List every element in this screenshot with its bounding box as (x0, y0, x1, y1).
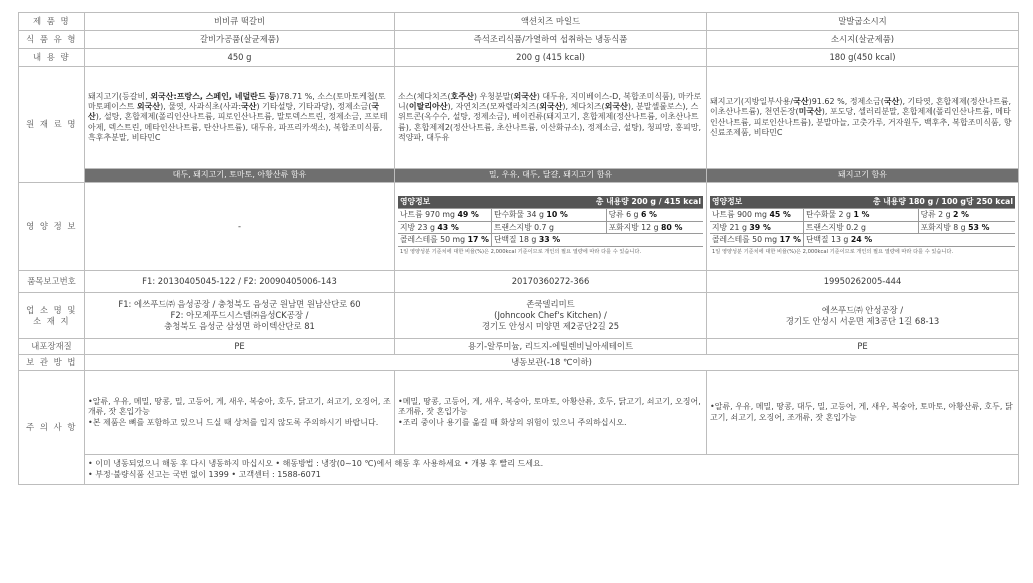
allergen-banner-3: 돼지고기 함유 (707, 169, 1019, 183)
footer-note-2: • 부정·불량식품 신고는 국번 없이 1399 • 고객센터 : 1588-6071 (88, 469, 321, 479)
nutrient-amount: 콜레스테롤 50 mg (400, 235, 468, 245)
product-name-3: 말발굽소시지 (707, 13, 1019, 31)
nutrition-header-label: 영양정보 (398, 196, 491, 208)
origin-text: 외국산 (604, 101, 628, 111)
nutrient-amount: 지방 21 g (712, 222, 750, 232)
volume-3: 180 g(450 kcal) (707, 49, 1019, 67)
nutrition-panel-3 (707, 183, 1019, 271)
row-company (19, 293, 1019, 339)
ingredient-text: ) 우청분말( (473, 91, 514, 101)
row-product-name (19, 13, 1019, 31)
row-report-number (19, 271, 1019, 293)
nutrient-amount: 나트륨 970 mg (400, 210, 458, 220)
origin-text: 국산 (793, 96, 809, 106)
packaging-3: PE (707, 339, 1019, 355)
nutrition-row (710, 221, 1015, 234)
row-caution (19, 371, 1019, 455)
nutrient-amount: 지방 23 g (400, 222, 438, 232)
origin-text: 국산 (883, 96, 900, 106)
report-number-1: F1: 20130405045-122 / F2: 20090405006-143 (85, 271, 395, 293)
nutrient-percent: 6 % (640, 210, 657, 220)
nutrient-cell (918, 209, 1015, 222)
food-type-3: 소시지(살균제품) (707, 31, 1019, 49)
nutrient-cell (398, 221, 491, 234)
nutrient-amount: 탄수화물 34 g (493, 210, 547, 220)
nutrition-header-total (491, 196, 703, 208)
caution-2: •메밀, 땅콩, 고등어, 게, 새우, 복숭아, 토마토, 아황산류, 호두, 닭고기, 쇠고기, 오징어, 조개류, 잣 혼입가능 •조리 중이나 용기를 옮길 때 화상의 위험이 있으니 주의하십시오. (395, 371, 707, 455)
nutrient-amount: 트랜스지방 0.7 g (493, 222, 554, 232)
nutrition-row (398, 209, 703, 222)
nutrient-cell (710, 221, 803, 234)
nutrition-table (398, 196, 703, 256)
company-2: 존쿡델리미트 (Johncook Chef's Kitchen) / 경기도 안성시 미양면 제2공단2길 25 (395, 293, 707, 339)
nutrition-table (710, 196, 1015, 256)
origin-text: 외국산 (539, 101, 563, 111)
nutrition-panel-2 (395, 183, 707, 271)
food-type-1: 갈비가공품(살균제품) (85, 31, 395, 49)
label-packaging: 내포장재질 (19, 339, 85, 355)
nutrition-total-weight: 총 내용량 180 g / 100 g당 (873, 197, 977, 207)
nutrient-percent: 24 % (850, 235, 873, 245)
nutrient-cell (491, 221, 606, 234)
ingredients-1 (85, 67, 395, 169)
nutrient-percent: 49 % (457, 210, 479, 220)
report-number-3: 19950262005-444 (707, 271, 1019, 293)
packaging-2: 용기-알루미늄, 리드지-에틸렌비닐아세테이트 (395, 339, 707, 355)
nutrient-percent: 33 % (538, 235, 561, 245)
ingredient-text: ), 물엿, 사과식초(사과: (160, 101, 242, 111)
volume-1: 450 g (85, 49, 395, 67)
nutrient-percent: 17 % (779, 235, 801, 245)
row-ingredients (19, 67, 1019, 169)
company-1: F1: 에쓰푸드㈜ 음성공장 / 충청북도 음성군 원남면 원남산단로 60 F2: 아모제푸드시스템㈜음성CK공장 / 충청북도 음성군 삼성면 하이텍산단로 81 (85, 293, 395, 339)
ingredient-text: 소스(체다치즈( (398, 91, 451, 101)
origin-text: 국산 (241, 101, 257, 111)
ingredient-text: ), 분말셀룰로스), 스위트콘(옥수수, 설탕, 정제소금), 베이컨류(돼지고기, 혼합제제(정산나트륨, 이초산나트륨), 혼합제제2(정산나트륨, 초산나트륨, 이산화규소), 정제소금, 설탕), 청피망, 홍피망, 적양파, 대두유 (398, 101, 702, 143)
row-footer-notes (19, 455, 1019, 485)
nutrition-row (398, 221, 703, 234)
nutrition-total-weight: 총 내용량 200 g / (595, 197, 665, 207)
label-company: 업 소 명 및 소 재 지 (19, 293, 85, 339)
nutrition-total-kcal: 250 kcal (976, 197, 1013, 207)
nutrition-row (710, 234, 1015, 247)
nutrient-percent: 80 % (661, 222, 683, 232)
ingredient-text: ) 기타설탕, 기타과당), 정제소금( (256, 101, 372, 111)
ingredient-text: ) 대두유, 지미베이스-D, 복합조미식품), 마카로니( (398, 91, 702, 111)
row-nutrition (19, 183, 1019, 271)
nutrient-cell (491, 234, 703, 247)
report-number-2: 20170360272-366 (395, 271, 707, 293)
label-report: 품목보고번호 (19, 271, 85, 293)
ingredient-text: ), 자연치즈(모짜렐라치즈( (447, 101, 540, 111)
nutrient-amount: 당류 6 g (608, 210, 641, 220)
food-type-2: 즉석조리식품/가열하여 섭취하는 냉동식품 (395, 31, 707, 49)
nutrient-cell (398, 209, 491, 222)
nutrient-amount: 단백질 13 g (805, 235, 851, 245)
nutrient-cell (918, 221, 1015, 234)
nutrient-percent: 10 % (546, 210, 568, 220)
nutrient-amount: 트랜스지방 0.2 g (805, 222, 866, 232)
nutrient-cell (398, 234, 491, 247)
nutrition-footnote: 1일 영양성분 기준치에 대한 비율(%)은 2,000kcal 기준이므로 개인의 필요 열량에 따라 다를 수 있습니다. (400, 249, 642, 256)
nutrient-percent: 17 % (467, 235, 489, 245)
nutrition-header-label: 영양정보 (710, 196, 803, 208)
nutrient-amount: 나트륨 900 mg (712, 210, 770, 220)
nutrient-percent: 39 % (749, 222, 771, 232)
row-volume (19, 49, 1019, 67)
row-allergens (19, 169, 1019, 183)
origin-text: 미국산 (798, 107, 822, 117)
nutrition-row (710, 209, 1015, 222)
caution-3: •알류, 우유, 메밀, 땅콩, 대두, 밀, 고등어, 게, 새우, 복숭아, 토마토, 아황산류, 호두, 닭고기, 쇠고기, 오징어, 조개류, 잣 혼입가능 (707, 371, 1019, 455)
label-ingredients: 원 재 료 명 (19, 67, 85, 183)
ingredient-text: ), 체다치즈( (562, 101, 605, 111)
footer-notes (85, 455, 1019, 485)
label-storage: 보 관 방 법 (19, 355, 85, 371)
packaging-1: PE (85, 339, 395, 355)
ingredient-text: )78.71 %, 소스(토마토케첩(토마토페이스트 (88, 91, 386, 111)
nutrient-amount: 포화지방 12 g (608, 222, 661, 232)
nutrient-cell (491, 209, 606, 222)
nutrition-header-total (803, 196, 1015, 208)
label-caution: 주 의 사 항 (19, 371, 85, 485)
nutrient-percent: 45 % (769, 210, 791, 220)
ingredient-text: 돼지고기(지방일부사용/ (710, 96, 794, 106)
nutrition-dash-1: - (85, 183, 395, 271)
nutrient-amount: 단백질 18 g (493, 235, 539, 245)
nutrient-cell (710, 209, 803, 222)
product-info-table (18, 12, 1019, 485)
label-volume: 내 용 량 (19, 49, 85, 67)
nutrient-cell (710, 234, 803, 247)
origin-text: 외국산 (513, 91, 537, 101)
row-packaging (19, 339, 1019, 355)
nutrition-total-kcal: 415 kcal (664, 197, 701, 207)
nutrition-footnote: 1일 영양성분 기준치에 대한 비율(%)은 2,000kcal 기준이므로 개인의 필요 열량에 따라 다를 수 있습니다. (712, 249, 954, 256)
origin-text: 국산 (88, 101, 380, 122)
ingredient-text: ), 기타엿, 혼합제제(정산나트륨, 이초산나트륨), 천연돈장( (710, 96, 1012, 117)
ingredient-text: ), 포도당, 셀러리분말, 혼합제제(폴리인산나트륨, 메타인산나트륨, 피로인산나트륨), 분말마늘, 고춧가루, 거자원두, 백후추, 복합조미식품, 향신료조제품, 비타민C (710, 107, 1012, 137)
nutrient-amount: 콜레스테롤 50 mg (712, 235, 780, 245)
allergen-banner-2: 밀, 우유, 대두, 달걀, 돼지고기 함유 (395, 169, 707, 183)
caution-1: •알류, 우유, 메밀, 땅콩, 밀, 고등어, 게, 새우, 복숭아, 호두, 닭고기, 쇠고기, 오징어, 조개류, 잣 혼입가능 •본 제품은 뼈를 포함하고 있으니 드실 때 상처를 입지 않도록 주의하시기 바랍니다. (85, 371, 395, 455)
label-type: 식 품 유 형 (19, 31, 85, 49)
nutrient-amount: 포화지방 8 g (920, 222, 969, 232)
company-3: 에쓰푸드㈜ 안성공장 / 경기도 안성시 서운면 제3공단 1길 68-13 (707, 293, 1019, 339)
nutrient-amount: 당류 2 g (920, 210, 954, 220)
volume-2: 200 g (415 kcal) (395, 49, 707, 67)
nutrient-cell (803, 221, 918, 234)
nutrient-percent: 53 % (968, 222, 990, 232)
origin-text: 호주산 (450, 91, 474, 101)
origin-text: 외국산:프랑스, 스페인, 네덜란드 등 (150, 91, 277, 101)
label-product: 제 품 명 (19, 13, 85, 31)
origin-text: 이탈리아산 (408, 101, 448, 111)
nutrient-cell (803, 209, 918, 222)
ingredient-text: )91.62 %, 정제소금( (808, 96, 884, 106)
nutrient-percent: 2 % (953, 210, 969, 220)
nutrient-cell (803, 234, 1015, 247)
row-storage (19, 355, 1019, 371)
label-nutrition: 영 양 정 보 (19, 183, 85, 271)
ingredients-3 (707, 67, 1019, 169)
footer-note-1: • 이미 냉동되었으니 해동 후 다시 냉동하지 마십시오 • 해동방법 : 냉장(0~10 ℃)에서 해동 후 사용하세요 • 개봉 후 빨리 드세요. (88, 459, 544, 469)
storage-method: 냉동보관(-18 ℃이하) (85, 355, 1019, 371)
nutrition-row (398, 234, 703, 247)
product-name-1: 비비큐 떡갈비 (85, 13, 395, 31)
nutrient-amount: 탄수화물 2 g (805, 210, 854, 220)
ingredients-2 (395, 67, 707, 169)
nutrient-cell (606, 209, 703, 222)
row-food-type (19, 31, 1019, 49)
origin-text: 외국산 (136, 101, 161, 111)
nutrient-cell (606, 221, 703, 234)
ingredient-text: ), 설탕, 혼합제제(폴리인산나트륨, 피로인산나트륨, 말토덱스트린, 정제소금, 프로테아제, 덱스트린, 메타인산나트륨, 탄산나트륨), 대두유, 파프리카색소), 복합조미식품, 흑후추분말, 비타민C (88, 112, 388, 143)
allergen-banner-1: 대두, 돼지고기, 토마토, 아황산류 함유 (85, 169, 395, 183)
nutrient-percent: 1 % (853, 210, 870, 220)
nutrient-percent: 43 % (437, 222, 459, 232)
product-name-2: 액션치즈 마일드 (395, 13, 707, 31)
ingredient-text: 돼지고기(등갈비, (88, 91, 151, 101)
